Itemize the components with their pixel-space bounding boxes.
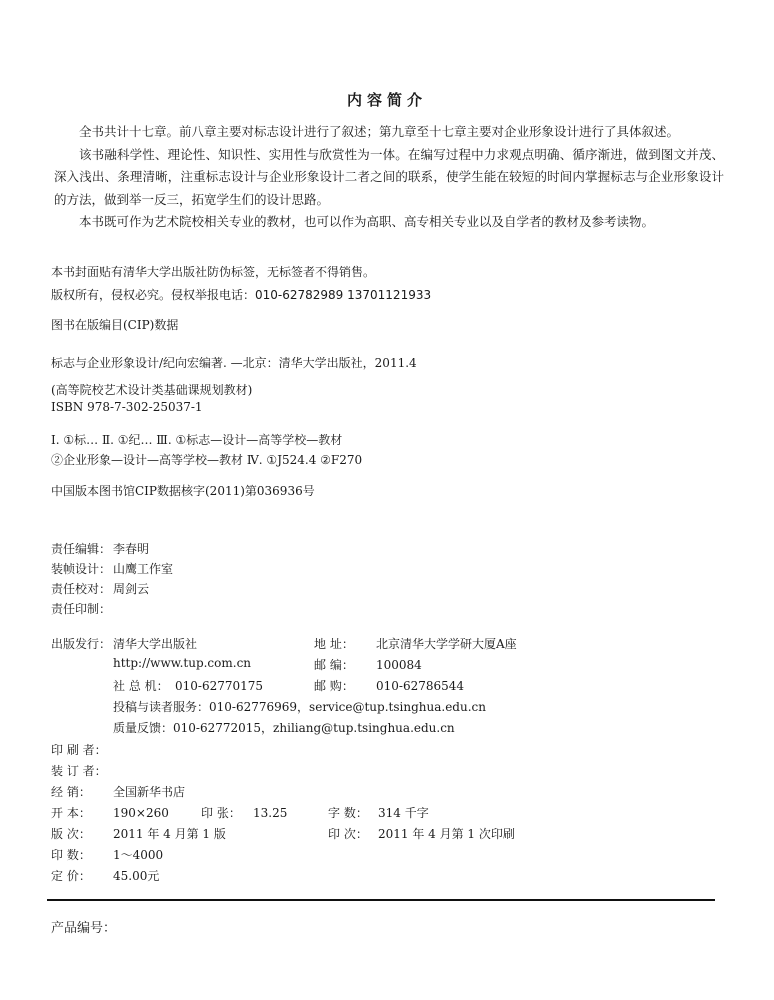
format-value: 190×260 [113,806,169,820]
credit-value: 李春明 [113,542,150,556]
quality-feedback-row [113,719,455,736]
postcode-label: 邮 编： [314,658,354,672]
mail-order-row [314,677,464,694]
page-title: 内容简介 [346,91,427,109]
anti-counterfeit-notice: 本书封面贴有清华大学出版社防伪标签，无标签者不得销售。 [51,265,376,279]
rights-reserved-notice: 版权所有，侵权必究。侵权举报电话：010-62782989 13701121933 [51,287,432,302]
credit-value: 周剑云 [113,582,150,596]
impression-label: 印 次： [328,827,368,841]
sheets-value: 13.25 [253,806,288,820]
cip-title-line: 标志与企业形象设计/纪向宏编著. —北京：清华大学出版社，2011.4 [51,356,417,370]
switchboard-label: 社 总 机： [113,679,169,693]
cip-record-number: 中国版本图书馆CIP数据核字(2011)第036936号 [51,484,315,498]
price-value: 45.00元 [113,869,160,883]
cip-isbn: ISBN 978-7-302-25037-1 [51,400,203,414]
print-run-label: 印 数： [51,848,91,862]
mail-order-label: 邮 购： [314,679,354,693]
address-value: 北京清华大学学研大厦A座 [376,637,517,651]
address-row [314,635,517,652]
credit-row [51,560,173,577]
copyright-notice [51,261,431,306]
reader-service-label: 投稿与读者服务： [113,700,210,714]
cip-classification-2: ②企业形象—设计—高等学校—教材 Ⅳ. ①J524.4 ②F270 [51,453,363,467]
binder-label: 装 订 者： [51,764,107,778]
price-label: 定 价： [51,869,91,883]
switchboard-value: 010-62770175 [175,679,264,693]
distributor-row [51,635,197,652]
sheets-row [201,804,287,821]
postcode-row [314,656,422,673]
impression-row [328,825,515,842]
product-number-label: 产品编号： [51,921,117,936]
cip-heading: 图书在版编目(CIP)数据 [51,318,179,332]
print-run-value: 1～4000 [113,848,164,862]
credit-label: 装帧设计： [51,562,112,576]
credit-label: 责任校对： [51,582,112,596]
reader-service-row [113,698,486,715]
switchboard-row [113,677,263,694]
printer-row [51,741,113,758]
word-count-row [328,804,429,821]
synopsis-paragraph: 该书融科学性、理论性、知识性、实用性与欣赏性为一体。在编写过程中力求观点明确、循序渐进，做到图文并茂、深入浅出、条理清晰，注重标志设计与企业形象设计二者之间的联系，使学生能在较短的时间内掌握标志与企业形象设计的方法，做到举一反三，拓宽学生们的设计思路。 [54,146,724,207]
seller-value: 全国新华书店 [113,785,186,799]
impression-value: 2011 年 4 月第 1 次印刷 [378,827,515,841]
credit-row [51,540,149,557]
synopsis-paragraph: 本书既可作为艺术院校相关专业的教材，也可以作为高职、高专相关专业以及自学者的教材及参考读物。 [79,214,655,229]
synopsis [54,121,724,234]
word-count-value: 314 千字 [378,806,429,820]
credit-label: 责任编辑： [51,542,112,556]
edition-label: 版 次： [51,827,91,841]
address-label: 地 址： [314,637,354,651]
mail-order-value: 010-62786544 [376,679,465,693]
quality-feedback-value: 010-62772015，zhiliang@tup.tsinghua.edu.cn [173,721,455,735]
postcode-value: 100084 [376,658,422,672]
horizontal-divider [47,899,715,901]
credit-label: 责任印制： [51,602,112,616]
sheets-label: 印 张： [201,806,241,820]
credit-row [51,600,113,617]
credit-row [51,580,149,597]
reader-service-value: 010-62776969，service@tup.tsinghua.edu.cn [209,700,486,714]
binder-row [51,762,113,779]
synopsis-paragraph: 全书共计十七章。前八章主要对标志设计进行了叙述；第九章至十七章主要对企业形象设计进行了具体叙述。 [79,124,680,139]
print-run-row [51,846,163,863]
printer-label: 印 刷 者： [51,743,107,757]
seller-label: 经 销： [51,785,91,799]
edition-row [51,825,226,842]
quality-feedback-label: 质量反馈： [113,721,174,735]
distributor-store-row [51,783,185,800]
cip-series: (高等院校艺术设计类基础课规划教材) [51,383,253,397]
word-count-label: 字 数： [328,806,368,820]
price-row [51,867,159,884]
edition-value: 2011 年 4 月第 1 版 [113,827,226,841]
distributor-value: 清华大学出版社 [113,637,198,651]
format-row [51,804,169,821]
distributor-label: 出版发行： [51,637,112,651]
format-label: 开 本： [51,806,91,820]
website-url: http://www.tup.com.cn [113,656,252,670]
credit-value: 山鹰工作室 [113,562,174,576]
cip-classification-1: Ⅰ. ①标… Ⅱ. ①纪… Ⅲ. ①标志—设计—高等学校—教材 [51,433,343,447]
